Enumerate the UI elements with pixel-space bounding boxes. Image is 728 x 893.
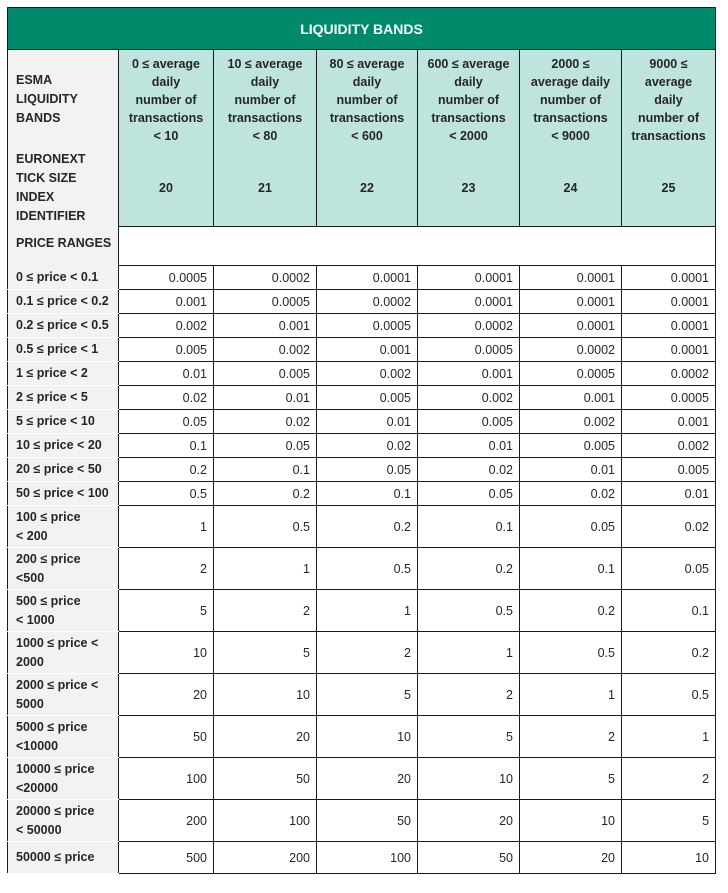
table-row xyxy=(8,506,716,548)
table-row xyxy=(8,632,716,674)
tick-size-value: 0.02 xyxy=(622,506,716,548)
tick-size-value: 0.0001 xyxy=(520,266,622,290)
tick-size-value: 0.005 xyxy=(214,362,317,386)
tick-size-value: 0.0002 xyxy=(520,338,622,362)
table-row xyxy=(8,758,716,800)
price-range-label: 1000 ≤ price < 2000 xyxy=(8,632,119,674)
band-header-0: 0 ≤ average daily number of transactions < 10 xyxy=(119,50,214,150)
table-row xyxy=(8,548,716,590)
tick-size-value: 0.0005 xyxy=(214,290,317,314)
tick-size-index-3: 23 xyxy=(418,150,520,227)
table-row xyxy=(8,386,716,410)
table-row xyxy=(8,800,716,842)
tick-size-value: 0.1 xyxy=(622,590,716,632)
tick-size-value: 10 xyxy=(119,632,214,674)
tick-size-value: 10 xyxy=(317,716,418,758)
tick-size-value: 0.001 xyxy=(418,362,520,386)
table-row xyxy=(8,482,716,506)
table-row xyxy=(8,716,716,758)
tick-size-value: 0.0001 xyxy=(622,314,716,338)
tick-size-value: 5 xyxy=(520,758,622,800)
tick-size-value: 0.2 xyxy=(119,458,214,482)
band-header-1: 10 ≤ average daily number of transactions < 80 xyxy=(214,50,317,150)
tick-size-value: 0.0005 xyxy=(317,314,418,338)
tick-size-value: 2 xyxy=(119,548,214,590)
tick-size-value: 0.05 xyxy=(520,506,622,548)
liquidity-bands-table xyxy=(7,7,716,874)
tick-size-value: 0.005 xyxy=(520,434,622,458)
tick-size-value: 2 xyxy=(622,758,716,800)
table-row xyxy=(8,674,716,716)
tick-size-value: 0.05 xyxy=(418,482,520,506)
tick-size-value: 0.01 xyxy=(317,410,418,434)
tick-size-index-5: 25 xyxy=(622,150,716,227)
tick-size-value: 2 xyxy=(214,590,317,632)
tick-size-value: 0.002 xyxy=(418,386,520,410)
tick-size-value: 20 xyxy=(418,800,520,842)
tick-size-value: 0.05 xyxy=(622,548,716,590)
tick-size-value: 0.0002 xyxy=(214,266,317,290)
tick-size-value: 100 xyxy=(119,758,214,800)
price-range-label: 500 ≤ price < 1000 xyxy=(8,590,119,632)
tick-size-value: 0.01 xyxy=(119,362,214,386)
tick-size-value: 20 xyxy=(119,674,214,716)
tick-size-value: 0.0001 xyxy=(520,290,622,314)
esma-liquidity-bands-label: ESMA LIQUIDITY BANDS xyxy=(8,50,119,150)
tick-size-value: 200 xyxy=(119,800,214,842)
tick-size-value: 0.5 xyxy=(418,590,520,632)
band-header-3: 600 ≤ average daily number of transactions < 2000 xyxy=(418,50,520,150)
tick-size-value: 10 xyxy=(418,758,520,800)
tick-size-value: 0.02 xyxy=(418,458,520,482)
tick-size-value: 1 xyxy=(317,590,418,632)
tick-size-value: 10 xyxy=(214,674,317,716)
tick-size-value: 2 xyxy=(520,716,622,758)
tick-size-value: 0.002 xyxy=(119,314,214,338)
tick-size-value: 0.002 xyxy=(622,434,716,458)
price-range-label: 10000 ≤ price <20000 xyxy=(8,758,119,800)
tick-size-value: 200 xyxy=(214,842,317,874)
tick-size-value: 20 xyxy=(214,716,317,758)
tick-size-value: 0.0005 xyxy=(119,266,214,290)
tick-size-value: 0.001 xyxy=(317,338,418,362)
price-range-label: 1 ≤ price < 2 xyxy=(8,362,119,386)
tick-size-value: 1 xyxy=(418,632,520,674)
tick-size-value: 1 xyxy=(214,548,317,590)
price-ranges-blank xyxy=(119,227,716,260)
price-range-label: 20 ≤ price < 50 xyxy=(8,458,119,482)
price-ranges-label: PRICE RANGES xyxy=(8,227,119,260)
tick-size-value: 0.0001 xyxy=(622,266,716,290)
tick-size-value: 1 xyxy=(622,716,716,758)
price-range-label: 0.2 ≤ price < 0.5 xyxy=(8,314,119,338)
tick-size-value: 0.005 xyxy=(418,410,520,434)
tick-size-value: 0.002 xyxy=(520,410,622,434)
table-row xyxy=(8,290,716,314)
tick-size-value: 0.005 xyxy=(119,338,214,362)
tick-size-value: 0.001 xyxy=(520,386,622,410)
tick-size-value: 2 xyxy=(418,674,520,716)
tick-size-value: 0.5 xyxy=(119,482,214,506)
price-range-label: 200 ≤ price <500 xyxy=(8,548,119,590)
tick-size-value: 0.0001 xyxy=(418,290,520,314)
table-row xyxy=(8,590,716,632)
tick-size-value: 0.001 xyxy=(622,410,716,434)
tick-size-value: 0.2 xyxy=(622,632,716,674)
tick-size-value: 5 xyxy=(214,632,317,674)
tick-size-value: 10 xyxy=(520,800,622,842)
tick-size-value: 5 xyxy=(622,800,716,842)
tick-size-value: 0.0001 xyxy=(520,314,622,338)
tick-size-value: 0.0001 xyxy=(622,338,716,362)
tick-size-value: 50 xyxy=(418,842,520,874)
price-range-label: 0.1 ≤ price < 0.2 xyxy=(8,290,119,314)
table-row xyxy=(8,338,716,362)
tick-size-value: 0.1 xyxy=(520,548,622,590)
band-header-5: 9000 ≤ average daily number of transactions xyxy=(622,50,716,150)
tick-size-value: 0.05 xyxy=(317,458,418,482)
tick-size-value: 0.02 xyxy=(520,482,622,506)
band-header-2: 80 ≤ average daily number of transactions < 600 xyxy=(317,50,418,150)
tick-size-value: 1 xyxy=(520,674,622,716)
euronext-tick-size-index-label: EURONEXT TICK SIZE INDEX IDENTIFIER xyxy=(8,150,119,227)
tick-size-value: 0.5 xyxy=(622,674,716,716)
tick-size-value: 0.002 xyxy=(317,362,418,386)
tick-size-value: 0.5 xyxy=(520,632,622,674)
tick-size-value: 0.1 xyxy=(214,458,317,482)
tick-size-value: 2 xyxy=(317,632,418,674)
tick-size-value: 0.005 xyxy=(317,386,418,410)
tick-size-value: 0.1 xyxy=(119,434,214,458)
tick-size-value: 0.001 xyxy=(214,314,317,338)
tick-size-value: 0.1 xyxy=(317,482,418,506)
table-row xyxy=(8,458,716,482)
table-row xyxy=(8,842,716,874)
tick-size-value: 0.0001 xyxy=(418,266,520,290)
price-range-label: 0 ≤ price < 0.1 xyxy=(8,266,119,290)
tick-size-value: 0.01 xyxy=(418,434,520,458)
price-range-label: 5 ≤ price < 10 xyxy=(8,410,119,434)
price-range-label: 2 ≤ price < 5 xyxy=(8,386,119,410)
table-title: LIQUIDITY BANDS xyxy=(8,8,716,50)
table-row xyxy=(8,314,716,338)
tick-size-value: 0.2 xyxy=(418,548,520,590)
tick-size-value: 0.01 xyxy=(520,458,622,482)
tick-size-value: 0.0002 xyxy=(317,290,418,314)
table-row xyxy=(8,362,716,386)
tick-size-value: 50 xyxy=(214,758,317,800)
price-range-label: 10 ≤ price < 20 xyxy=(8,434,119,458)
tick-size-value: 0.2 xyxy=(214,482,317,506)
tick-size-value: 0.2 xyxy=(317,506,418,548)
tick-size-value: 50 xyxy=(119,716,214,758)
tick-size-value: 0.0005 xyxy=(622,386,716,410)
tick-size-value: 0.05 xyxy=(119,410,214,434)
tick-size-value: 0.0001 xyxy=(622,290,716,314)
tick-size-value: 100 xyxy=(317,842,418,874)
band-header-4: 2000 ≤ average daily number of transactions < 9000 xyxy=(520,50,622,150)
price-range-label: 0.5 ≤ price < 1 xyxy=(8,338,119,362)
tick-size-index-0: 20 xyxy=(119,150,214,227)
tick-size-value: 0.2 xyxy=(520,590,622,632)
price-range-label: 50 ≤ price < 100 xyxy=(8,482,119,506)
price-range-label: 5000 ≤ price <10000 xyxy=(8,716,119,758)
tick-size-value: 0.0005 xyxy=(520,362,622,386)
tick-size-value: 50 xyxy=(317,800,418,842)
price-range-label: 2000 ≤ price < 5000 xyxy=(8,674,119,716)
tick-size-value: 0.01 xyxy=(622,482,716,506)
tick-size-value: 0.05 xyxy=(214,434,317,458)
tick-size-value: 5 xyxy=(418,716,520,758)
tick-size-value: 0.0001 xyxy=(317,266,418,290)
tick-size-value: 500 xyxy=(119,842,214,874)
tick-size-index-1: 21 xyxy=(214,150,317,227)
tick-size-value: 1 xyxy=(119,506,214,548)
tick-size-index-2: 22 xyxy=(317,150,418,227)
tick-size-value: 0.02 xyxy=(317,434,418,458)
tick-size-value: 0.02 xyxy=(119,386,214,410)
tick-size-value: 5 xyxy=(119,590,214,632)
tick-size-value: 0.005 xyxy=(622,458,716,482)
tick-size-value: 0.02 xyxy=(214,410,317,434)
tick-size-value: 20 xyxy=(520,842,622,874)
tick-size-value: 0.0002 xyxy=(622,362,716,386)
tick-size-value: 0.001 xyxy=(119,290,214,314)
tick-size-value: 0.002 xyxy=(214,338,317,362)
table-row xyxy=(8,434,716,458)
tick-size-value: 20 xyxy=(317,758,418,800)
tick-size-value: 0.01 xyxy=(214,386,317,410)
table-row xyxy=(8,266,716,290)
price-range-label: 50000 ≤ price xyxy=(8,842,119,874)
tick-size-value: 100 xyxy=(214,800,317,842)
tick-size-value: 0.5 xyxy=(317,548,418,590)
liquidity-table-container xyxy=(7,7,715,874)
table-row xyxy=(8,410,716,434)
price-range-label: 20000 ≤ price < 50000 xyxy=(8,800,119,842)
tick-size-index-4: 24 xyxy=(520,150,622,227)
tick-size-value: 5 xyxy=(317,674,418,716)
tick-size-value: 0.1 xyxy=(418,506,520,548)
price-range-label: 100 ≤ price < 200 xyxy=(8,506,119,548)
tick-size-value: 0.0002 xyxy=(418,314,520,338)
tick-size-value: 0.0005 xyxy=(418,338,520,362)
tick-size-value: 10 xyxy=(622,842,716,874)
tick-size-value: 0.5 xyxy=(214,506,317,548)
